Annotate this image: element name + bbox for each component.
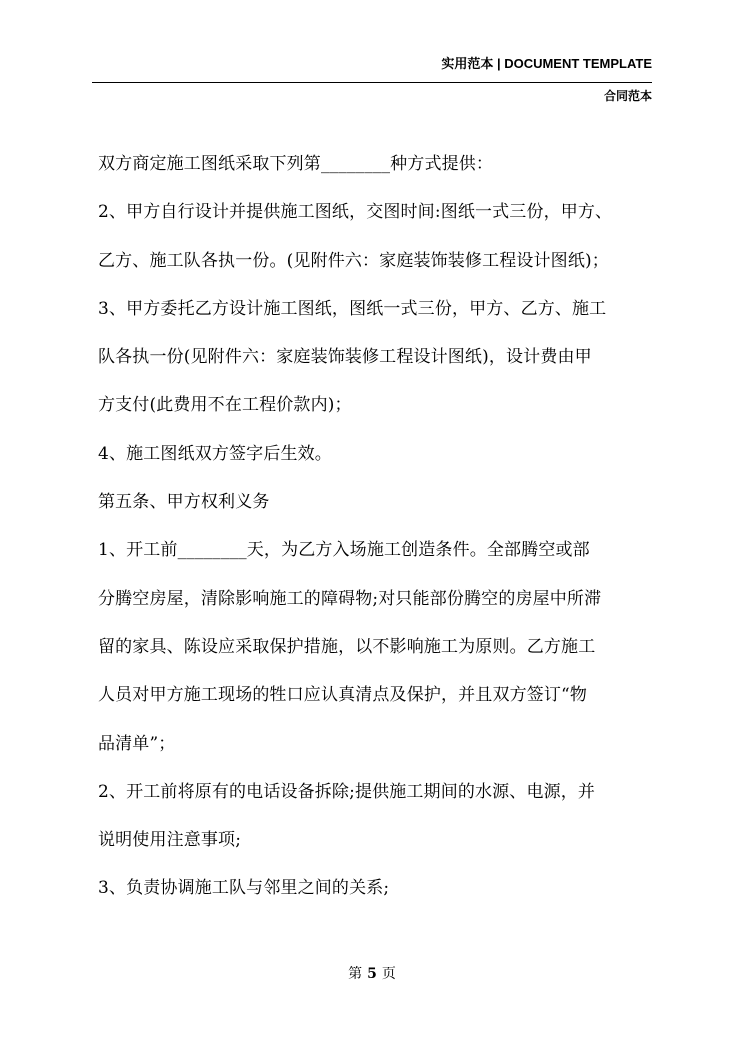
body-line-2: 2、甲方自行设计并提供施工图纸，交图时间:图纸一式三份，甲方、 (98, 202, 613, 223)
body-line-1: 双方商定施工图纸采取下列第________种方式提供： (98, 154, 494, 174)
body-line-9: 1、开工前________天，为乙方入场施工创造条件。全部腾空或部 (98, 540, 590, 561)
header-divider (92, 82, 652, 83)
header-title: 实用范本 | DOCUMENT TEMPLATE (441, 56, 652, 71)
body-line-10: 分腾空房屋，清除影响施工的障碍物;对只能部份腾空的房屋中所滞 (98, 588, 602, 609)
body-line-3: 乙方、施工队各执一份。(见附件六：家庭装饰装修工程设计图纸)； (98, 250, 609, 271)
footer-prefix: 第 (348, 966, 363, 982)
body-line-15: 说明使用注意事项; (98, 830, 242, 851)
body-line-12: 人员对甲方施工现场的牲口应认真清点及保护，并且双方签订“物 (98, 685, 588, 706)
footer-suffix: 页 (381, 966, 396, 982)
body-line-7: 4、施工图纸双方签字后生效。 (98, 443, 332, 464)
body-line-4: 3、甲方委托乙方设计施工图纸，图纸一式三份，甲方、乙方、施工 (98, 298, 607, 319)
body-line-14: 2、开工前将原有的电话设备拆除;提供施工期间的水源、电源，并 (98, 781, 596, 802)
page-footer (0, 963, 744, 983)
header-subtitle: 合同范本 (603, 89, 652, 103)
body-line-13: 品清单”； (98, 733, 176, 754)
body-line-11: 留的家具、陈设应采取保护措施，以不影响施工为原则。乙方施工 (98, 636, 596, 657)
body-line-16: 3、负责协调施工队与邻里之间的关系; (98, 878, 390, 899)
page-number: 5 (367, 966, 377, 982)
body-line-5: 队各执一份(见附件六：家庭装饰装修工程设计图纸)，设计费由甲 (98, 347, 592, 368)
body-line-6: 方支付(此费用不在工程价款内)； (98, 395, 352, 416)
document-body (98, 140, 668, 913)
section-heading: 第五条、甲方权利义务 (98, 492, 270, 513)
